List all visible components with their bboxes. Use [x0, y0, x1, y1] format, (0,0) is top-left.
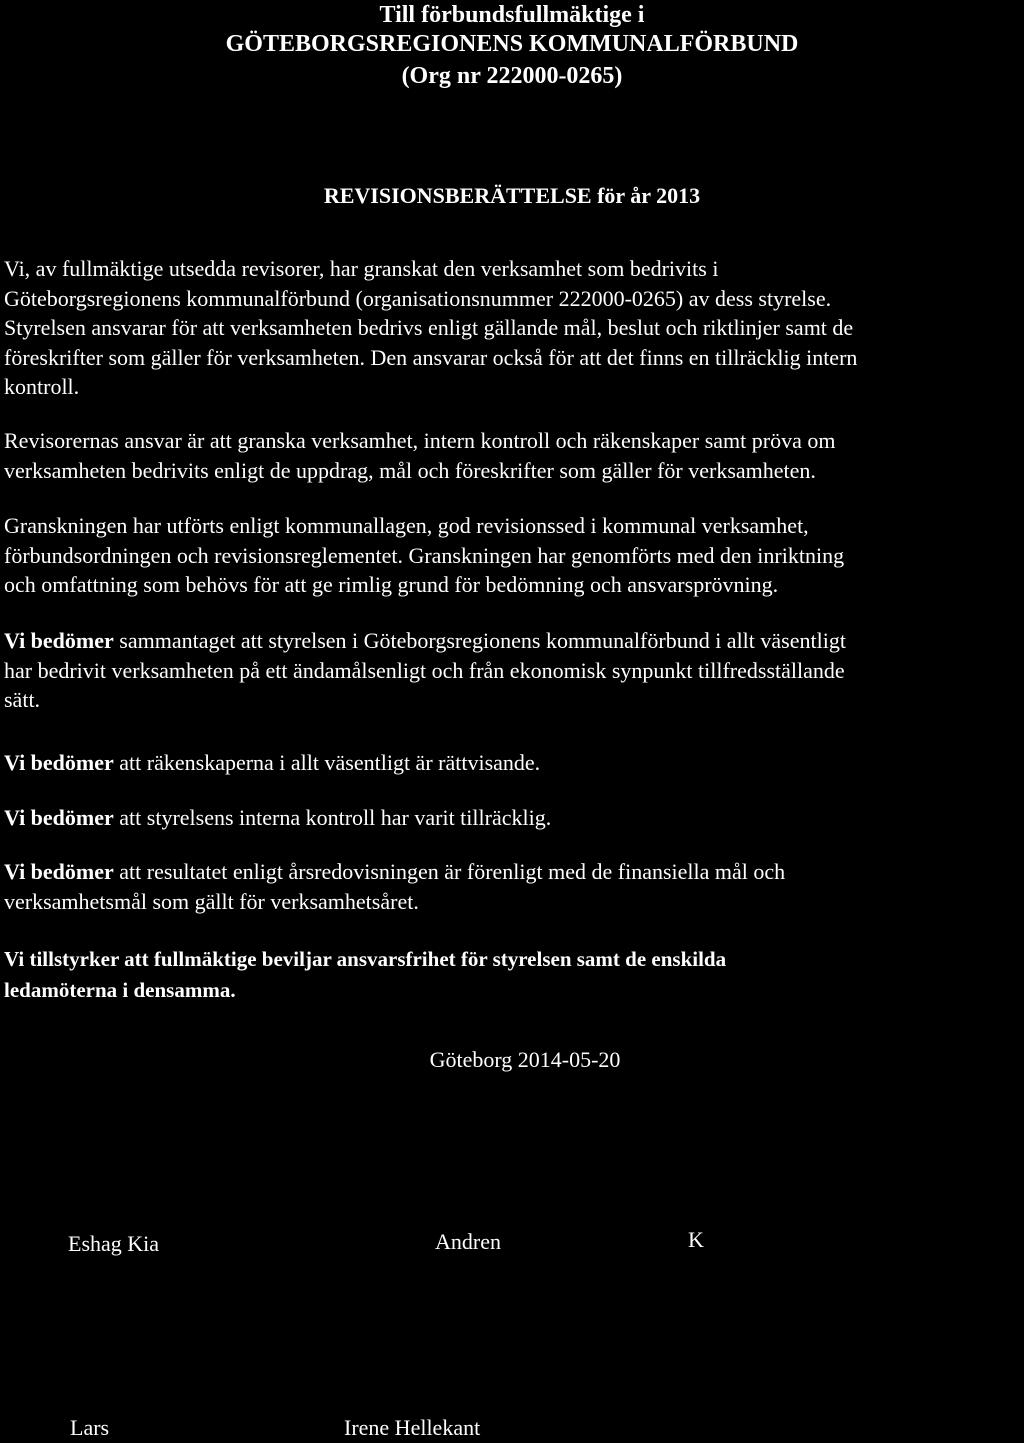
paragraph-responsibility — [4, 426, 1020, 485]
addressee-line: Till förbundsfullmäktige i — [379, 2, 645, 28]
text-line: Styrelsen ansvarar för att verksamheten bedrivs enligt gällande mål, beslut och riktlinjer samt de — [4, 315, 854, 340]
signature-name: Lars — [70, 1415, 110, 1440]
text-line: kontroll. — [4, 374, 80, 399]
signature-name: K — [688, 1227, 704, 1252]
organization-number: (Org nr 222000-0265) — [401, 63, 623, 89]
lead-phrase: Vi bedömer — [4, 805, 114, 830]
text-line: föreskrifter som gäller för verksamheten. Den ansvarar också för att det finns en tillräcklig intern — [4, 344, 858, 370]
signature-name: Eshag Kia — [68, 1231, 160, 1256]
text-line: Revisorernas ansvar är att granska verksamhet, intern kontroll och räkenskaper samt pröva om — [4, 428, 836, 453]
text-fragment: att räkenskaperna i allt väsentligt är rättvisande. — [113, 750, 541, 775]
text-line: Vi, av fullmäktige utsedda revisorer, har granskat den verksamhet som bedrivits i — [4, 256, 719, 281]
text-line — [4, 857, 1020, 887]
paragraph-assessment-operations — [4, 626, 1020, 715]
document-title: REVISIONSBERÄTTELSE för år 2013 — [323, 183, 701, 208]
paragraph-method — [4, 511, 1020, 600]
text-fragment: att resultatet enligt årsredovisningen är förenligt med de finansiella mål och — [113, 859, 786, 884]
paragraph-assessment-results — [4, 857, 1020, 916]
text-line: Vi tillstyrker att fullmäktige beviljar ansvarsfrihet för styrelsen samt de enskilda — [4, 947, 727, 971]
text-line: har bedrivit verksamheten på ett ändamålsenligt och från ekonomisk synpunkt tillfredsställande — [4, 657, 845, 683]
lead-phrase: Vi bedömer — [4, 859, 114, 884]
text-line: sätt. — [4, 687, 41, 712]
text-line: Granskningen har utförts enligt kommunallagen, god revisionssed i kommunal verksamhet, — [4, 513, 809, 538]
paragraph-recommendation — [4, 944, 1020, 1006]
signature-name: Andren — [435, 1229, 501, 1254]
text-line — [4, 626, 1020, 656]
lead-phrase: Vi bedömer — [4, 750, 114, 775]
place-and-date: Göteborg 2014-05-20 — [429, 1047, 621, 1072]
text-fragment: sammantaget att styrelsen i Göteborgsregionens kommunalförbund i allt väsentligt — [113, 628, 846, 653]
text-line: och omfattning som behövs för att ge rimlig grund för bedömning och ansvarsprövning. — [4, 572, 779, 597]
text-line: verksamheten bedrivits enligt de uppdrag, mål och föreskrifter som gäller för verksamheten. — [4, 457, 816, 483]
paragraph-assessment-accounts — [4, 748, 1020, 778]
text-line: Göteborgsregionens kommunalförbund (organisationsnummer 222000-0265) av dess styrelse. — [4, 285, 832, 311]
lead-phrase: Vi bedömer — [4, 628, 114, 653]
text-line — [4, 748, 1020, 778]
text-line: verksamhetsmål som gällt för verksamhetsåret. — [4, 888, 419, 914]
organization-name: GÖTEBORGSREGIONENS KOMMUNALFÖRBUND — [225, 31, 799, 57]
text-line: förbundsordningen och revisionsreglementet. Granskningen har genomförts med den inriktning — [4, 542, 845, 568]
signature-name: Irene Hellekant — [344, 1415, 481, 1440]
paragraph-scope — [4, 254, 1020, 402]
text-fragment: att styrelsens interna kontroll har varit tillräcklig. — [113, 805, 552, 830]
text-line: ledamöterna i densamma. — [4, 978, 236, 1002]
text-line — [4, 803, 1020, 833]
paragraph-assessment-control — [4, 803, 1020, 833]
